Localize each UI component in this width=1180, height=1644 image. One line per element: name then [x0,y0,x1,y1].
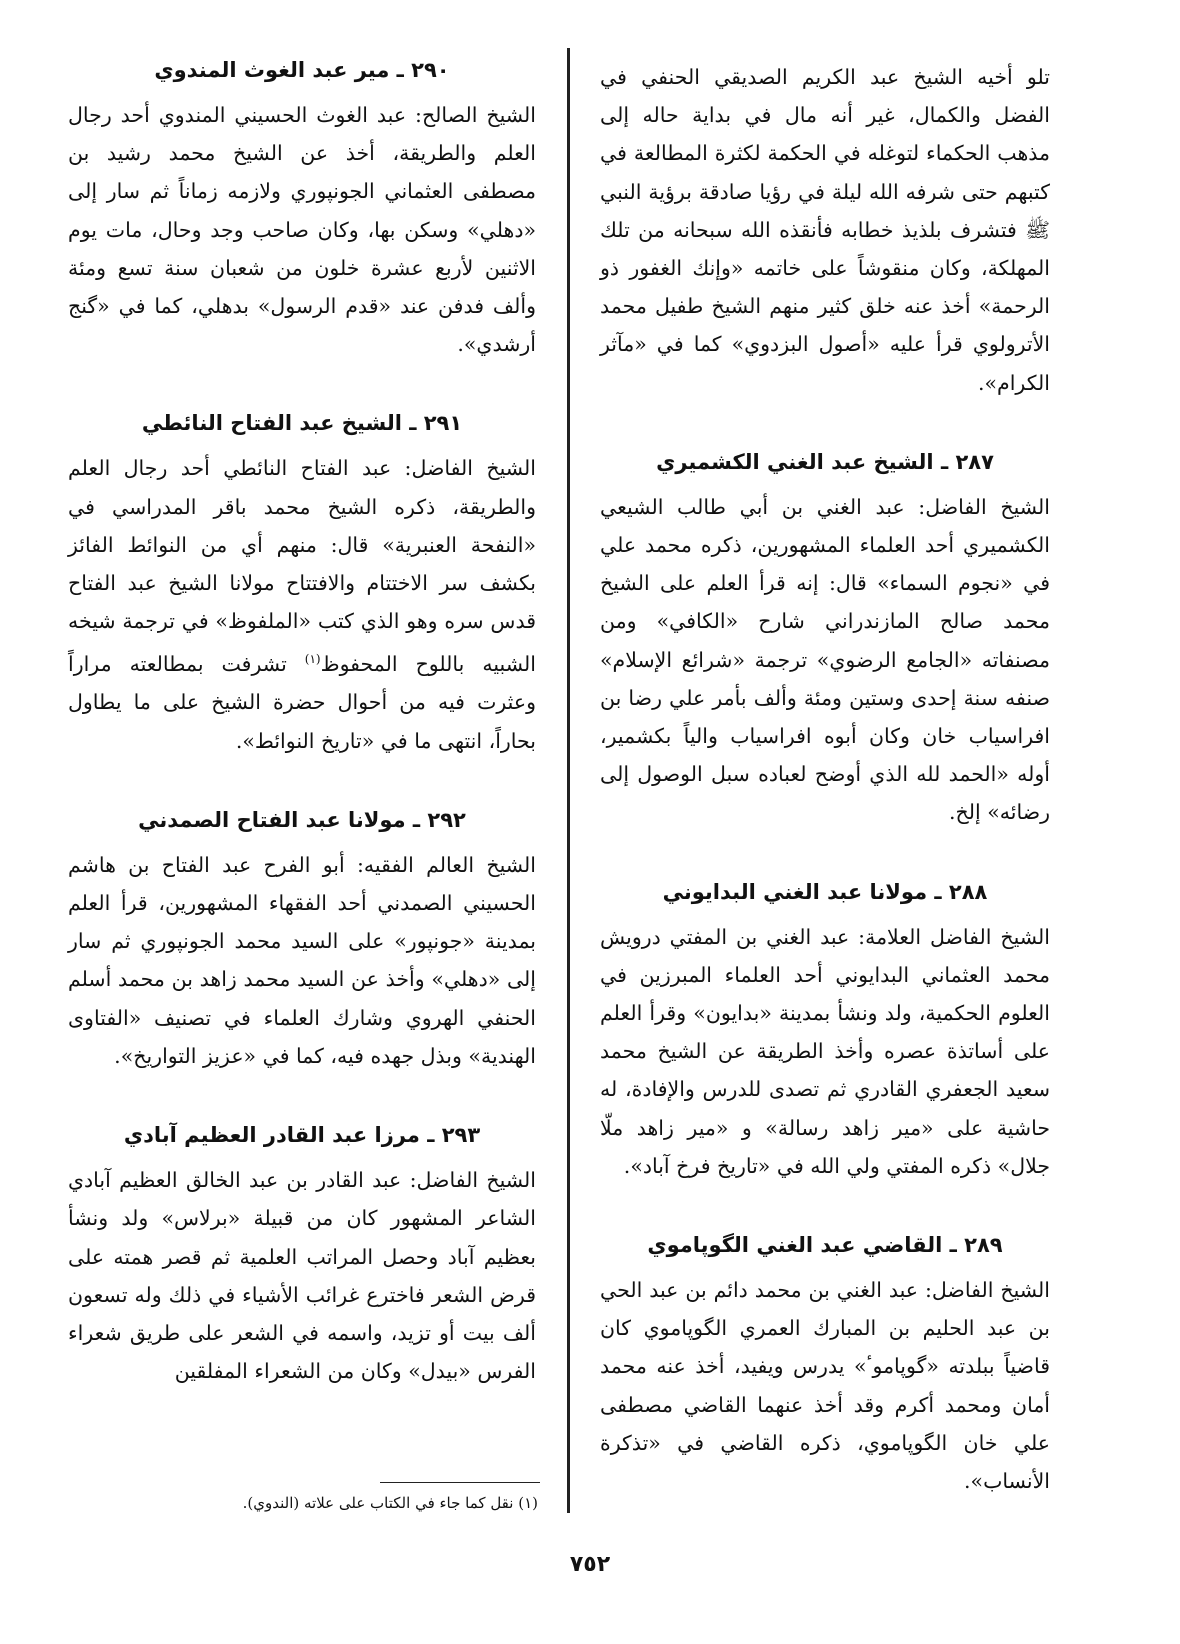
entry-title-291: ٢٩١ ـ الشيخ عبد الفتاح النائطي [141,411,463,436]
entry-body-293: الشيخ الفاضل: عبد القادر بن عبد الخالق العظيم آبادي الشاعر المشهور كان من قبيلة «برلاس» ولد ونشأ بعظيم آباد وحصل المراتب العلمية ثم قصر همته على قرض الشعر فاخترع غرائب الأشياء في ذلك وله تسعون ألف بيت أو تزيد، واسمه في الشعر على طريق شعراء الفرس «بيدل» وكان من الشعراء المفلقين [68,1168,536,1384]
entry-title-290: ٢٩٠ ـ مير عبد الغوث المندوي [154,58,450,82]
entry-title-292: ٢٩٢ ـ مولانا عبد الفتاح الصمدني [138,807,466,832]
entry-body-287: الشيخ الفاضل: عبد الغني بن أبي طالب الشيعي الكشميري أحد العلماء المشهورين، ذكره محمد علي في «نجوم السماء» قال: إنه قرأ العلم على الشيخ محمد صالح المازندراني شارح «الكافي» ومن مصنفاته «الجامع الرضوي» ترجمة «شرائع الإسلام» صنفه سنة إحدى وستين ومئة وألف بأمر علي رضا بن افراسياب خان وكان أبوه افراسياب والياً بكشمير، أوله «الحمد لله الذي أوضح لعباده سبل الوصول إلى رضائه» إلخ. [600,494,1050,825]
entry-body-289: الشيخ الفاضل: عبد الغني بن محمد دائم بن عبد الحي بن عبد الحليم بن المبارك العمري الگوپاموي كان قاضياً ببلدته «گوپاموٴ» يدرس ويفيد، أخذ عنه محمد أمان ومحمد أكرم وقد أخذ عنهما القاضي مصطفى علي خان الگوپاموي، ذكره القاضي في «تذكرة الأنساب». [600,1278,1050,1494]
left-column [68,58,536,1390]
entry-title-288: ٢٨٨ ـ مولانا عبد الغني البدايوني [662,879,988,904]
entry-title-293: ٢٩٣ ـ مرزا عبد القادر العظيم آبادي [123,1123,481,1148]
right-column [600,58,1050,1500]
page-number: ٧٥٢ [569,1552,611,1577]
footnote-rule [380,1482,540,1483]
continued-paragraph: تلو أخيه الشيخ عبد الكريم الصديقي الحنفي في الفضل والكمال، غير أنه مال في بداية حاله إلى مذهب الحكماء لتوغله في الحكمة لكثرة المطالعة في كتبهم حتى شرفه الله ليلة في رؤيا صادقة برؤية النبي ﷺ فتشرف بلذيذ خطابه فأنقذه الله سبحانه من تلك المهلكة، وكان منقوشاً على خاتمه «وإنك الغفور ذو الرحمة» أخذ عنه خلق كثير منهم الشيخ طفيل محمد الأترولوي قرأ عليه «أصول البزدوي» كما في «مآثر الكرام». [600,65,1050,395]
entry-body-291-part1: الشيخ الفاضل: عبد الفتاح النائطي أحد رجال العلم والطريقة، ذكره الشيخ محمد باقر المدراسي في «النفحة العنبرية» قال: منهم أي من النوائط الفائز بكشف سر الاختتام والافتتاح مولانا الشيخ عبد الفتاح قدس سره وهو الذي كتب «الملفوظ» في ترجمة شيخه الشبيه باللوح المحفوظ [68,456,536,677]
entry-body-291 [68,449,536,759]
entry-body-291-part2: تشرفت بمطالعته مراراً وعثرت فيه من أحوال حضرة الشيخ على ما يطاول بحاراً، انتهى ما في «تاريخ النوائط». [68,652,536,753]
entry-body-290: الشيخ الصالح: عبد الغوث الحسيني المندوي أحد رجال العلم والطريقة، أخذ عن الشيخ محمد رشيد بن مصطفى العثماني الجونپوري ولازمه زماناً ثم سار إلى «دهلي» وسكن بها، وكان صاحب وجد وحال، مات يوم الاثنين لأربع عشرة خلون من شعبان سنة تسع ومئة وألف فدفن عند «قدم الرسول» بدهلي، كما في «گنج أرشدي». [68,103,536,357]
entry-body-292: الشيخ العالم الفقيه: أبو الفرح عبد الفتاح بن هاشم الحسيني الصمدني أحد الفقهاء المشهورين، قرأ العلم بمدينة «جونپور» على السيد محمد الجونپوري ثم سار إلى «دهلي» وأخذ عن السيد محمد زاهد بن محمد أسلم الحنفي الهروي وشارك العلماء في تصنيف «الفتاوى الهندية» وبذل جهده فيه، كما في «عزيز التواريخ». [68,852,536,1068]
entry-body-288: الشيخ الفاضل العلامة: عبد الغني بن المفتي درويش محمد العثماني البدايوني أحد العلماء المبرزين في العلوم الحكمية، ولد ونشأ بمدينة «بدايون» وقرأ العلم على أساتذة عصره وأخذ الطريقة عن الشيخ محمد سعيد الجعفري القادري ثم تصدى للدرس والإفادة، له حاشية على «مير زاهد رسالة» و «مير زاهد ملّا جلال» ذكره المفتي ولي الله في «تاريخ فرخ آباد». [600,924,1050,1178]
entry-title-289: ٢٨٩ ـ القاضي عبد الغني الگوپاموي [647,1233,1003,1258]
entry-title-287: ٢٨٧ ـ الشيخ عبد الغني الكشميري [656,449,994,474]
column-divider [567,48,570,1513]
footnote-ref: (١) [304,652,321,667]
footnote: (١) نقل كما جاء في الكتاب على علاته (الندوي). [242,1494,538,1512]
